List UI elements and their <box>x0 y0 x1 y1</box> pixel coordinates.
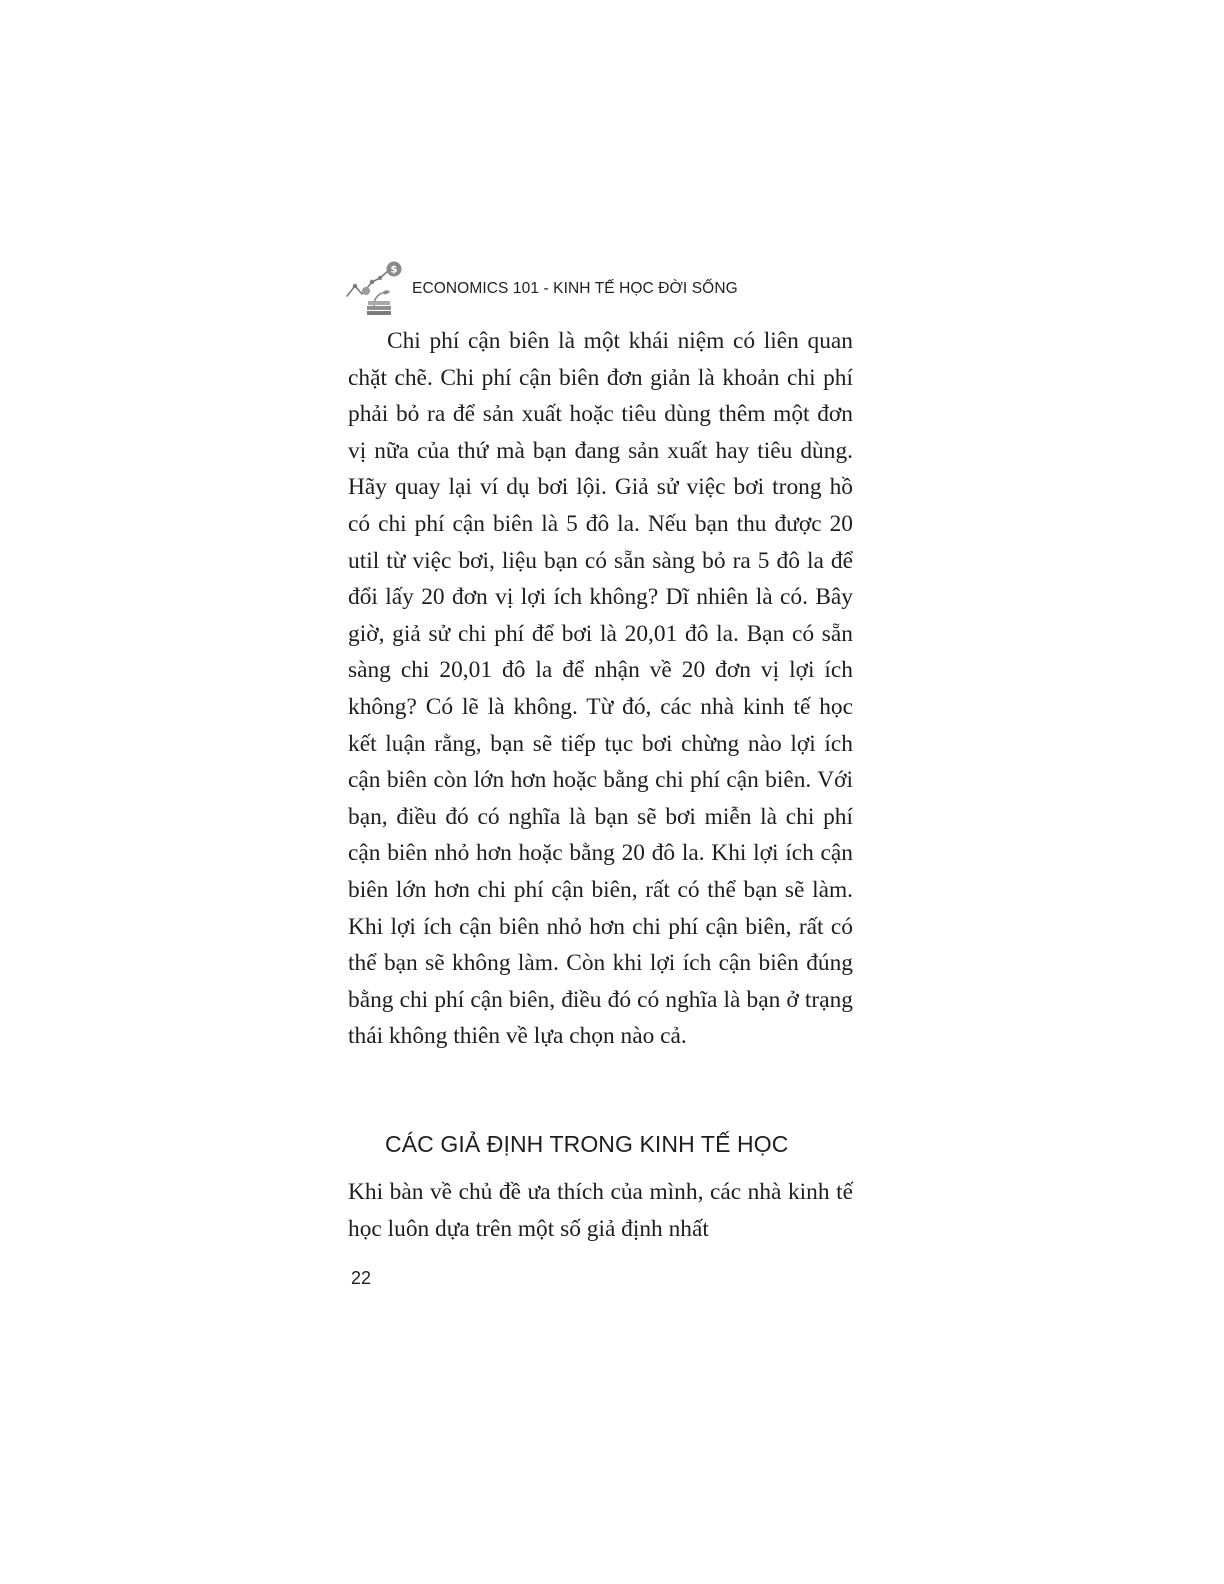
body-paragraph: Chi phí cận biên là một khái niệm có liên quan chặt chẽ. Chi phí cận biên đơn giản là khoản chi phí phải bỏ ra để sản xuất hoặc tiêu dùng thêm một đơn vị nữa của thứ mà bạn đang sản xuất hay tiêu dùng. Hãy quay lại ví dụ bơi lội. Giả sử việc bơi trong hồ có chi phí cận biên là 5 đô la. Nếu bạn thu được 20 util từ việc bơi, liệu bạn có sẵn sàng bỏ ra 5 đô la để đổi lấy 20 đơn vị lợi ích không? Dĩ nhiên là có. Bây giờ, giả sử chi phí để bơi là 20,01 đô la. Bạn có sẵn sàng chi 20,01 đô la để nhận về 20 đơn vị lợi ích không? Có lẽ là không. Từ đó, các nhà kinh tế học kết luận rằng, bạn sẽ tiếp tục bơi chừng nào lợi ích cận biên còn lớn hơn hoặc bằng chi phí cận biên. Với bạn, điều đó có nghĩa là bạn sẽ bơi miễn là chi phí cận biên nhỏ hơn hoặc bằng 20 đô la. Khi lợi ích cận biên lớn hơn chi phí cận biên, rất có thể bạn sẽ làm. Khi lợi ích cận biên nhỏ hơn chi phí cận biên, rất có thể bạn sẽ không làm. Còn khi lợi ích cận biên đúng bằng chi phí cận biên, điều đó có nghĩa là bạn ở trạng thái không thiên về lựa chọn nào cả. <box>348 328 853 1050</box>
running-header-title: ECONOMICS 101 - KINH TẾ HỌC ĐỜI SỐNG <box>412 280 738 297</box>
body-paragraph: Khi bàn về chủ đề ưa thích của mình, các nhà kinh tế học luôn dựa trên một số giả định nhất <box>348 1179 853 1242</box>
running-header <box>344 260 738 316</box>
dollar-sign: $ <box>390 264 398 276</box>
growth-chart-coins-icon <box>344 260 404 316</box>
page-number: 22 <box>351 1268 372 1288</box>
section-heading: CÁC GIẢ ĐỊNH TRONG KINH TẾ HỌC <box>385 1131 789 1157</box>
